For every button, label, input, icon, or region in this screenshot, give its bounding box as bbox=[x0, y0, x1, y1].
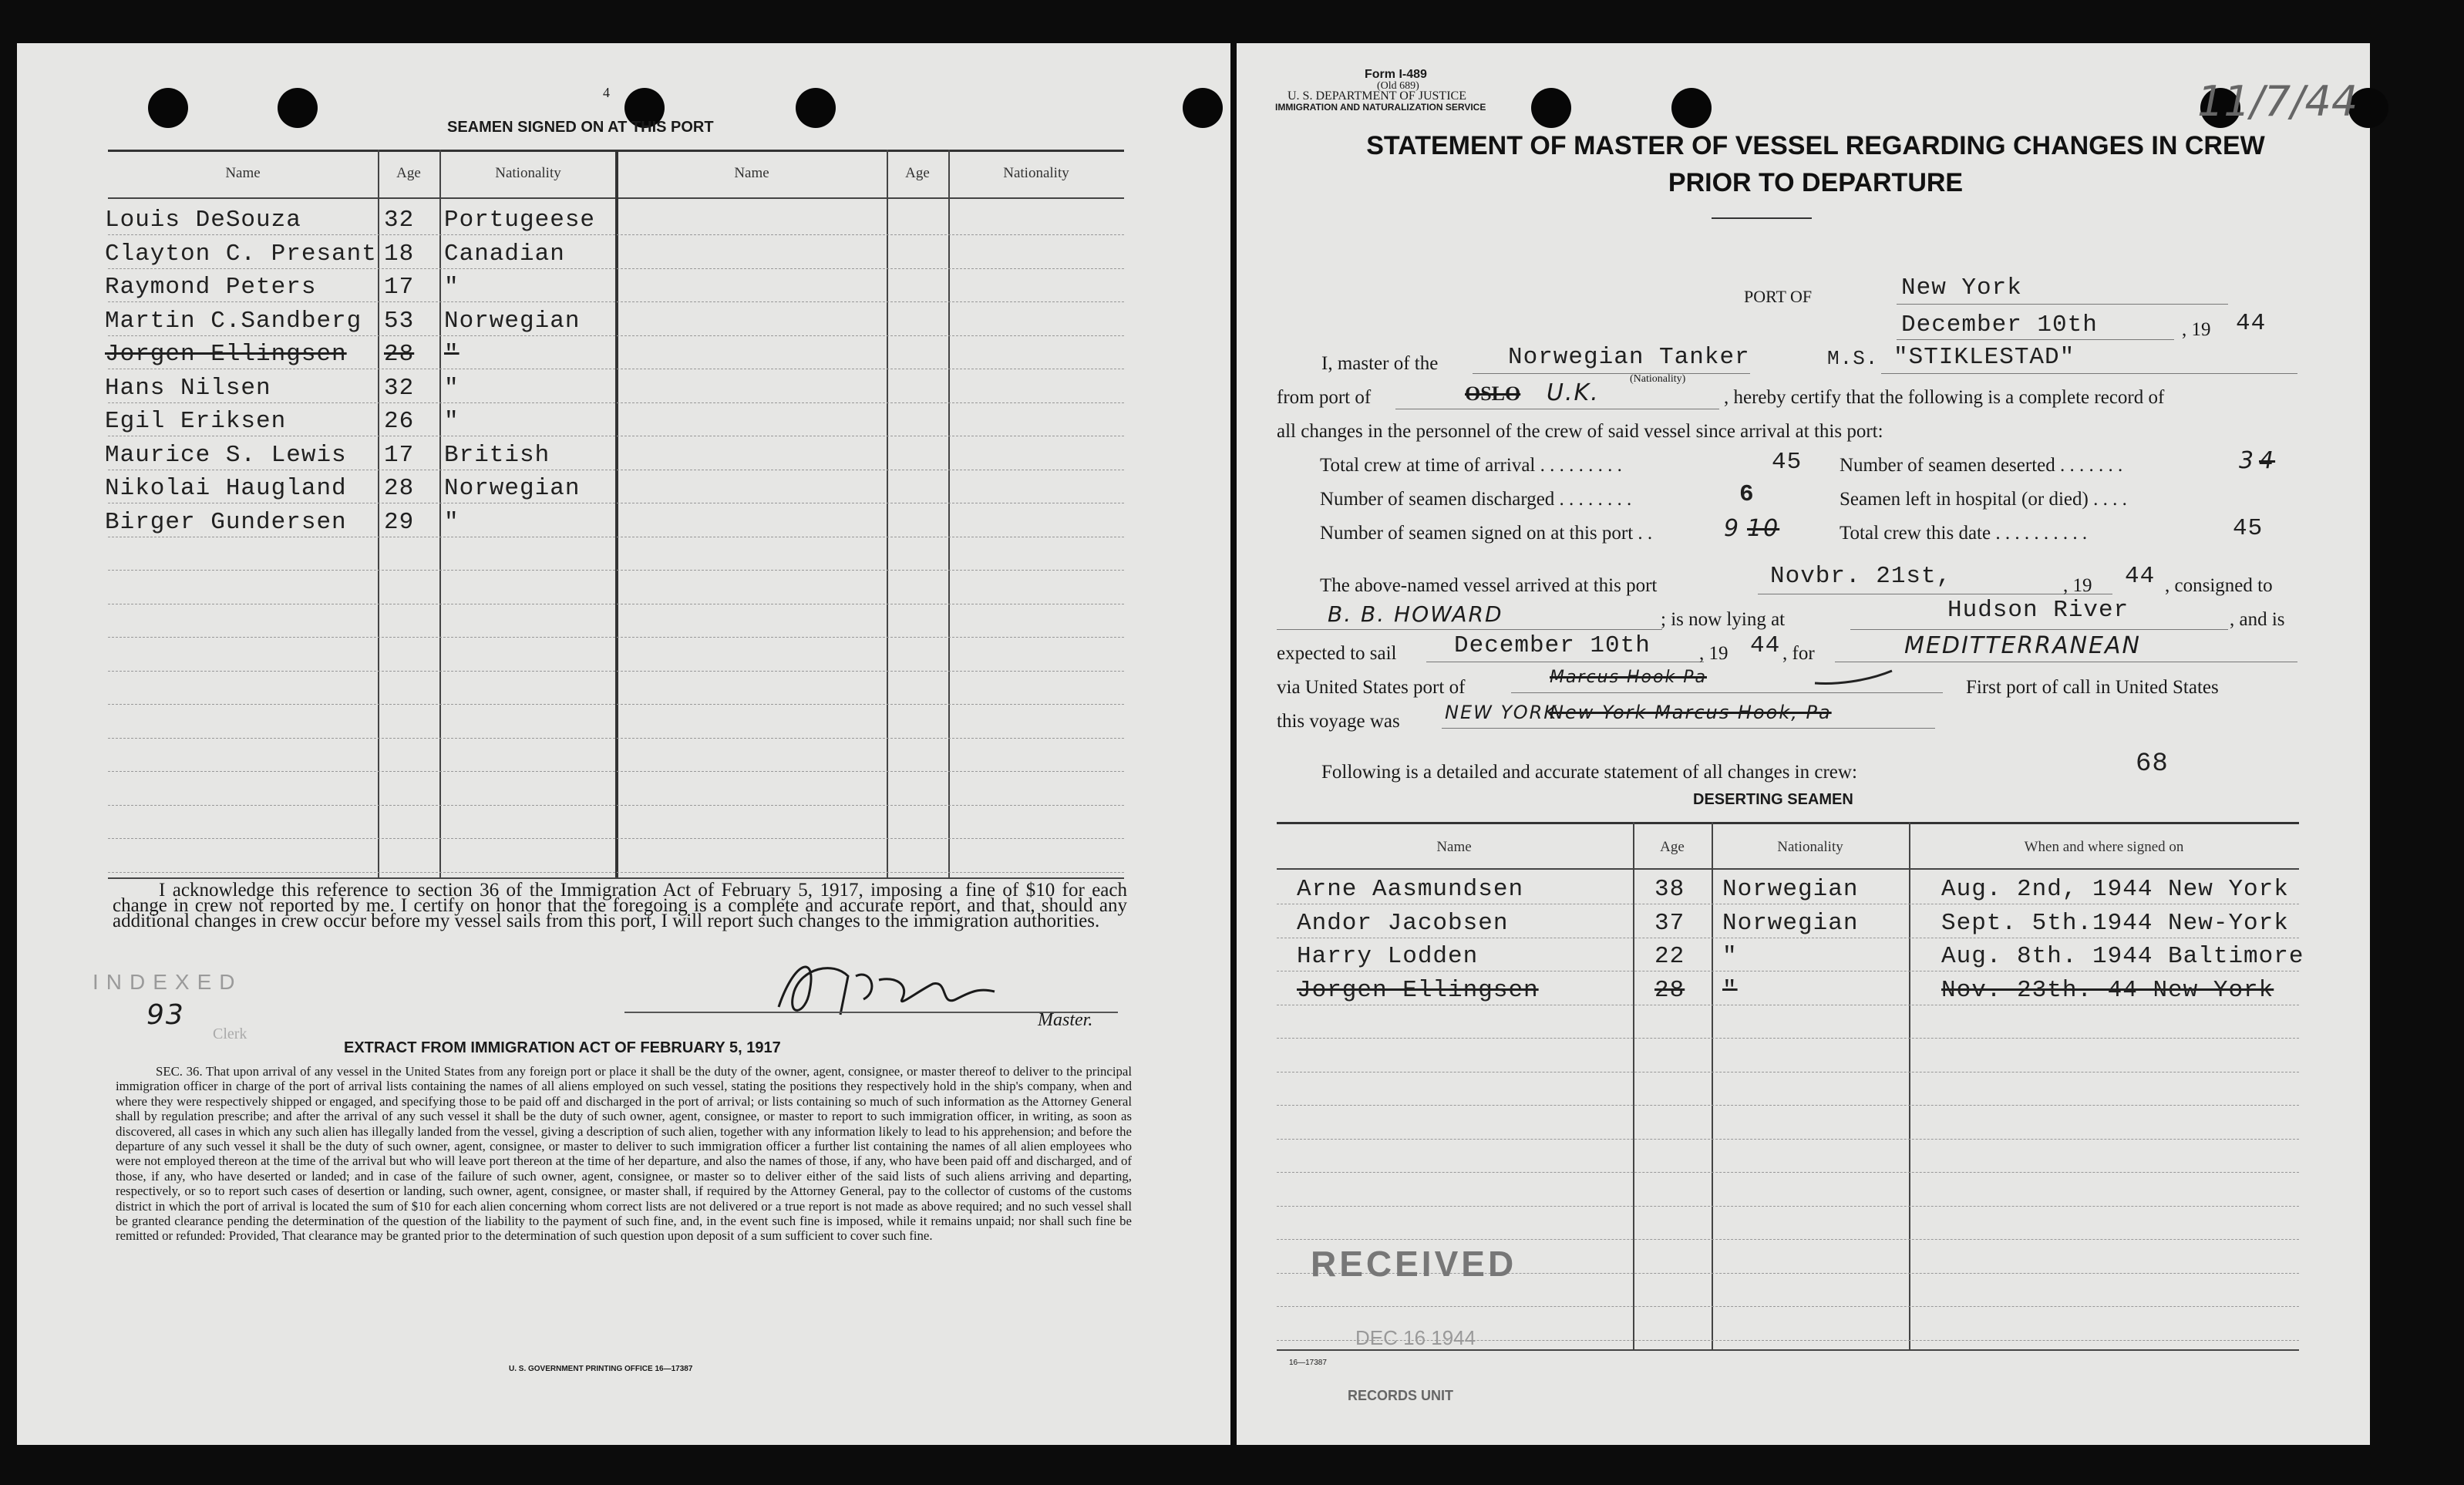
consignee: B. B. HOWARD bbox=[1328, 601, 1503, 627]
total-crew-date-label-text: Total crew this date bbox=[1840, 523, 1991, 544]
from-port-label: from port of bbox=[1277, 387, 1372, 408]
seaman-age: 53 bbox=[384, 307, 415, 335]
certify-text: , hereby certify that the following is a complete record of bbox=[1724, 387, 2165, 408]
year-value: 44 bbox=[2236, 310, 2267, 337]
col-header-name-2: Name bbox=[734, 165, 769, 181]
department: U. S. DEPARTMENT OF JUSTICE bbox=[1288, 89, 1466, 103]
punch-hole bbox=[796, 88, 836, 128]
arrived-year: 44 bbox=[2125, 563, 2156, 590]
acknowledgement-text: I acknowledge this reference to section 36 of the Immigration Act of February 5, 1917, imposing a fine of $10 for each change in crew not reported by me. I certify on honor that the foregoing is a complete and accurate report, and that, should any additional changes in crew occur before my vessel sails from this port, I will report such changes to the immigration authorities. bbox=[113, 880, 1127, 931]
deserter-age: 38 bbox=[1654, 876, 1685, 903]
col-header-name: Name bbox=[225, 165, 261, 181]
total-crew-arrival-value: 45 bbox=[1772, 449, 1803, 476]
col-divider bbox=[378, 150, 379, 877]
deserting-col-divider bbox=[1633, 822, 1634, 1349]
discharged-value: 6 bbox=[1739, 481, 1755, 508]
deserter-nationality: " bbox=[1722, 976, 1738, 1004]
from-port-struck: OSLO bbox=[1465, 382, 1521, 405]
seaman-age: 28 bbox=[384, 475, 415, 502]
row-rule bbox=[108, 738, 1124, 739]
discharged-label-text: Number of seamen discharged bbox=[1320, 489, 1555, 510]
deserter-age: 37 bbox=[1654, 909, 1685, 937]
lying-underline bbox=[1850, 629, 2228, 630]
seaman-nationality: " bbox=[444, 274, 459, 301]
sail-year-prefix: , 19 bbox=[1699, 643, 1729, 664]
printing-office: U. S. GOVERNMENT PRINTING OFFICE 16—17387 bbox=[509, 1365, 693, 1373]
row-rule bbox=[108, 402, 1124, 403]
destination: MEDITTERRANEAN bbox=[1904, 632, 2141, 659]
total-crew-arrival-label-text: Total crew at time of arrival bbox=[1320, 455, 1536, 476]
seaman-name: Egil Eriksen bbox=[105, 408, 287, 435]
row-rule bbox=[1277, 1038, 2299, 1039]
deserting-col-nationality: Nationality bbox=[1777, 839, 1843, 855]
hospital-label-text: Seamen left in hospital (or died) bbox=[1840, 489, 2089, 510]
seaman-nationality: " bbox=[444, 508, 459, 536]
vessel-nationality: Norwegian Tanker bbox=[1508, 344, 1750, 371]
page-number: 4 bbox=[603, 85, 610, 100]
table-bottom-rule bbox=[108, 877, 1124, 879]
row-rule bbox=[108, 838, 1124, 839]
master-signature bbox=[763, 945, 1025, 1030]
deserter-signed-on: Sept. 5th.1944 New-York bbox=[1941, 909, 2289, 937]
voyage-struck: New York Marcus Hook, Pa bbox=[1550, 702, 1832, 723]
records-unit-stamp: RECORDS UNIT bbox=[1348, 1388, 1454, 1403]
seaman-age: 26 bbox=[384, 408, 415, 435]
col-divider bbox=[887, 150, 888, 877]
row-rule bbox=[108, 301, 1124, 302]
deserted-struck: 4 bbox=[2259, 447, 2276, 474]
from-port-value: U.K. bbox=[1547, 379, 1600, 406]
punch-hole bbox=[1531, 88, 1571, 128]
master-of-label: I, master of the bbox=[1321, 353, 1439, 374]
seaman-nationality: British bbox=[444, 441, 550, 469]
col-divider bbox=[439, 150, 441, 877]
seaman-name: Louis DeSouza bbox=[105, 207, 301, 234]
row-rule bbox=[1277, 1206, 2299, 1207]
signed-on-value: 9 bbox=[1724, 515, 1741, 542]
for-label: , for bbox=[1782, 643, 1815, 664]
master-label: Master. bbox=[1038, 1010, 1093, 1030]
following-label: Following is a detailed and accurate statement of all changes in crew: bbox=[1321, 762, 1857, 783]
deserting-col-divider bbox=[1909, 822, 1910, 1349]
deserter-name: Harry Lodden bbox=[1297, 943, 1479, 970]
seaman-nationality: Canadian bbox=[444, 240, 565, 268]
lying-at: Hudson River bbox=[1947, 597, 2129, 624]
seaman-name: Jorgen Ellingsen bbox=[105, 341, 347, 368]
right-page bbox=[1237, 43, 2370, 1445]
deserting-col-age: Age bbox=[1660, 839, 1685, 855]
total-crew-arrival-label: Total crew at time of arrival . . . . . . . . . bbox=[1320, 455, 1622, 476]
seaman-age: 28 bbox=[384, 341, 415, 368]
voyage-port: NEW YORK bbox=[1445, 702, 1558, 723]
col-divider bbox=[615, 150, 618, 877]
seaman-age: 17 bbox=[384, 441, 415, 469]
row-rule bbox=[108, 771, 1124, 772]
col-header-age-2: Age bbox=[905, 165, 930, 181]
service: IMMIGRATION AND NATURALIZATION SERVICE bbox=[1275, 102, 1486, 113]
punch-hole bbox=[1183, 88, 1223, 128]
deserter-age: 22 bbox=[1654, 943, 1685, 970]
voyage-label: this voyage was bbox=[1277, 711, 1400, 732]
form-subtitle: PRIOR TO DEPARTURE bbox=[1668, 168, 1964, 197]
vessel-name-underline bbox=[1881, 373, 2297, 374]
year-prefix: , 19 bbox=[2182, 319, 2211, 340]
deserting-col-signed: When and where signed on bbox=[2024, 839, 2184, 855]
page-ref: 68 bbox=[2136, 749, 2169, 779]
form-title: STATEMENT OF MASTER OF VESSEL REGARDING CHANGES IN CREW bbox=[1366, 131, 2265, 160]
deserter-signed-on: Aug. 2nd, 1944 New York bbox=[1941, 876, 2289, 903]
seaman-nationality: " bbox=[444, 341, 459, 368]
row-rule bbox=[1277, 1105, 2299, 1106]
vessel-prefix: M.S. bbox=[1827, 347, 1879, 370]
seaman-age: 17 bbox=[384, 274, 415, 301]
sail-year: 44 bbox=[1750, 632, 1781, 659]
seaman-name: Martin C.Sandberg bbox=[105, 307, 362, 335]
old-form-number: (Old 689) bbox=[1377, 80, 1419, 92]
punch-hole bbox=[278, 88, 318, 128]
consignee-underline bbox=[1277, 629, 1662, 630]
port-value: New York bbox=[1901, 274, 2022, 301]
title-rule bbox=[1712, 217, 1812, 219]
seaman-nationality: Portugeese bbox=[444, 207, 596, 234]
received-date-stamp: DEC 16 1944 bbox=[1355, 1326, 1476, 1349]
deserted-value: 3 bbox=[2239, 447, 2256, 474]
row-rule bbox=[108, 234, 1124, 235]
nationality-caption: (Nationality) bbox=[1630, 373, 1686, 385]
first-port-label: First port of call in United States bbox=[1966, 677, 2219, 698]
received-stamp: RECEIVED bbox=[1311, 1244, 1517, 1284]
discharged-label: Number of seamen discharged . . . . . . . . bbox=[1320, 489, 1632, 510]
signed-on-label: Number of seamen signed on at this port . . bbox=[1320, 523, 1653, 544]
extract-text: SEC. 36. That upon arrival of any vessel in the United States from any foreign port or place it shall be the duty of the owner, agent, consignee, or master thereof to deliver to the principal immigration officer in charge of the port of arrival lists containing the names of all aliens employed on such vessel, stating the positions they respectively hold in the ship's company, when and where they were respectively shipped or engaged, and specifying those to be paid off and discharged in the port of arrival; or lists containing so much of such information as the Attorney General shall by regulation prescribe; and after the arrival of any such vessel it shall be the duty of such owner, agent, consignee, or master to report to such immigration officer, in writing, as soon as discovered, all cases in which any such alien has illegally landed from the vessel, giving a description of such alien, together with any information likely to lead to his apprehension; and before the departure of any such vessel it shall be the duty of such owner, agent, consignee, or master to deliver to such immigration officer a further list containing the names of all alien employees who were not employed thereon at the time of the arrival but who will leave port thereon at the time of her departure, and also the names of those, if any, who have been paid off and discharged, and of those, if any, who have deserted or landed; and in case of the failure of such owner, agent, consignee, or master so to deliver either of the said lists of such aliens arriving and departing, respectively, or so to report such cases of desertion or landing, such owner, agent, consignee, or master shall, if required by the Attorney General, pay to the collector of customs of the customs district in which the port of arrival is located the sum of $10 for each alien concerning whom correct lists are not delivered or a true report is not made as above required; and no such vessel shall be granted clearance pending the determination of the question of the liability to the payment of such fine, and, in the event such fine is imposed, while it remains unpaid; nor shall such fine be remitted or refunded: Provided, That clearance may be granted prior to the determination of such question upon deposit of a sum sufficient to cover such fine. bbox=[116, 1064, 1132, 1244]
punch-hole bbox=[148, 88, 188, 128]
via-underline bbox=[1511, 692, 1943, 693]
expected-label: expected to sail bbox=[1277, 643, 1397, 664]
vessel-name: "STIKLESTAD" bbox=[1893, 344, 2075, 371]
voyage-underline bbox=[1442, 728, 1935, 729]
total-crew-date-value: 45 bbox=[2233, 515, 2264, 542]
deserted-label-text: Number of seamen deserted bbox=[1840, 455, 2055, 476]
form-code: 16—17387 bbox=[1289, 1359, 1327, 1367]
via-label: via United States port of bbox=[1277, 677, 1466, 698]
row-rule bbox=[108, 704, 1124, 705]
arrived-date: Novbr. 21st, bbox=[1770, 563, 1952, 590]
col-header-nationality-2: Nationality bbox=[1003, 165, 1069, 181]
certify-text-2: all changes in the personnel of the crew of said vessel since arrival at this port: bbox=[1277, 421, 1883, 442]
seaman-nationality: " bbox=[444, 374, 459, 402]
seaman-age: 32 bbox=[384, 207, 415, 234]
row-rule bbox=[108, 637, 1124, 638]
seaman-name: Raymond Peters bbox=[105, 274, 317, 301]
total-crew-date-label: Total crew this date . . . . . . . . . . bbox=[1840, 523, 2088, 544]
date-underline bbox=[1897, 339, 2174, 340]
row-rule bbox=[1277, 1306, 2299, 1307]
deserter-nationality: Norwegian bbox=[1722, 876, 1859, 903]
consigned-label: , consigned to bbox=[2165, 575, 2273, 596]
deserting-col-name: Name bbox=[1436, 839, 1472, 855]
seaman-nationality: " bbox=[444, 408, 459, 435]
deserted-label: Number of seamen deserted . . . . . . . bbox=[1840, 455, 2123, 476]
via-struck: Marcus Hook Pa bbox=[1550, 668, 1707, 687]
row-rule bbox=[108, 335, 1124, 336]
row-rule bbox=[108, 671, 1124, 672]
vessel-nationality-underline bbox=[1473, 373, 1750, 374]
seaman-age: 32 bbox=[384, 374, 415, 402]
seaman-name: Clayton C. Presant bbox=[105, 240, 377, 268]
row-rule bbox=[108, 872, 1124, 873]
seaman-name: Hans Nilsen bbox=[105, 374, 271, 402]
seaman-age: 29 bbox=[384, 508, 415, 536]
deserting-table-header-rule bbox=[1277, 868, 2299, 870]
clerk-mark: 93 bbox=[146, 999, 185, 1031]
port-underline bbox=[1897, 304, 2228, 305]
col-header-age: Age bbox=[396, 165, 421, 181]
row-rule bbox=[1277, 1239, 2299, 1240]
deserter-name: Andor Jacobsen bbox=[1297, 909, 1509, 937]
seaman-name: Nikolai Haugland bbox=[105, 475, 347, 502]
deserting-table-top bbox=[1277, 822, 2299, 824]
signed-on-struck: 10 bbox=[1747, 515, 1780, 542]
deserter-name: Jorgen Ellingsen bbox=[1297, 976, 1539, 1004]
hospital-label: Seamen left in hospital (or died) . . . . bbox=[1840, 489, 2127, 510]
deserting-col-divider bbox=[1712, 822, 1713, 1349]
indexed-stamp: INDEXED bbox=[93, 970, 243, 994]
form-number: Form I-489 bbox=[1365, 68, 1427, 81]
deserting-title: DESERTING SEAMEN bbox=[1693, 791, 1853, 808]
col-header-nationality: Nationality bbox=[495, 165, 561, 181]
row-rule bbox=[1277, 1139, 2299, 1140]
via-tick-mark bbox=[1812, 668, 1897, 688]
deserter-age: 28 bbox=[1654, 976, 1685, 1004]
arrived-year-prefix: , 19 bbox=[2063, 575, 2092, 596]
row-rule bbox=[108, 268, 1124, 269]
seaman-name: Maurice S. Lewis bbox=[105, 441, 347, 469]
sail-date: December 10th bbox=[1454, 632, 1651, 659]
row-rule bbox=[1277, 1172, 2299, 1173]
port-label: PORT OF bbox=[1744, 287, 1813, 306]
deserter-nationality: " bbox=[1722, 943, 1738, 970]
signed-on-label-text: Number of seamen signed on at this port bbox=[1320, 523, 1634, 544]
and-is-label: , and is bbox=[2230, 609, 2285, 630]
col-divider bbox=[948, 150, 950, 877]
clerk-label: Clerk bbox=[213, 1025, 247, 1042]
seaman-nationality: Norwegian bbox=[444, 307, 581, 335]
deserter-name: Arne Aasmundsen bbox=[1297, 876, 1524, 903]
deserter-nationality: Norwegian bbox=[1722, 909, 1859, 937]
date-value: December 10th bbox=[1901, 311, 2098, 338]
section-title: SEAMEN SIGNED ON AT THIS PORT bbox=[447, 119, 714, 136]
extract-title: EXTRACT FROM IMMIGRATION ACT OF FEBRUARY 5, 1917 bbox=[344, 1039, 781, 1056]
lying-label: ; is now lying at bbox=[1661, 609, 1786, 630]
seaman-age: 18 bbox=[384, 240, 415, 268]
corner-note: 11/7/44 bbox=[2197, 77, 2358, 126]
seaman-name: Birger Gundersen bbox=[105, 508, 347, 536]
row-rule bbox=[108, 570, 1124, 571]
deserter-signed-on: Aug. 8th. 1944 Baltimore bbox=[1941, 943, 2304, 970]
row-rule bbox=[108, 805, 1124, 806]
deserter-signed-on: Nov. 23th.-44 New York bbox=[1941, 976, 2274, 1004]
seaman-nationality: Norwegian bbox=[444, 475, 581, 502]
arrived-label: The above-named vessel arrived at this port bbox=[1320, 575, 1658, 596]
punch-hole bbox=[1671, 88, 1712, 128]
